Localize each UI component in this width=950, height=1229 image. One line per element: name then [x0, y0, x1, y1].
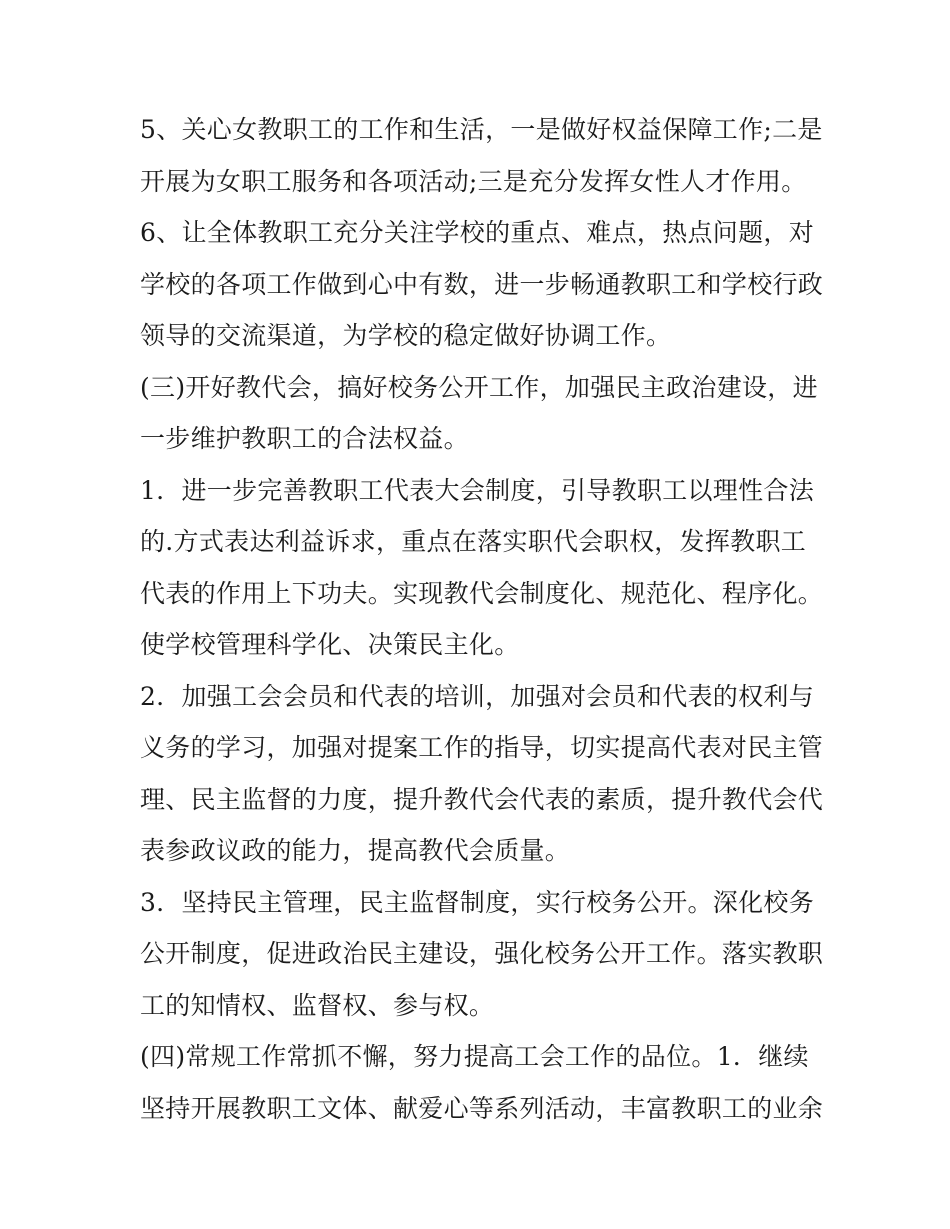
text-line: 代表的作用上下功夫。实现教代会制度化、规范化、程序化。	[140, 578, 824, 608]
text-line: 的.方式表达利益诉求，重点在落实职代会职权，发挥教职工	[140, 527, 807, 556]
text-line: 使学校管理科学化、决策民主化。	[140, 630, 520, 659]
section-heading-line: (三)开好教代会，搞好校务公开工作，加强民主政治建设，进	[140, 372, 818, 402]
text-line: 坚持开展教职工文体、献爱心等系列活动，丰富教职工的业余	[140, 1093, 824, 1123]
document-body	[140, 104, 824, 1134]
text-line: 理、民主监督的力度，提升教代会代表的素质，提升教代会代	[140, 784, 824, 814]
text-line: 领导的交流渠道，为学校的稳定做好协调工作。	[140, 321, 672, 350]
text-line: 表参政议政的能力，提高教代会质量。	[140, 836, 571, 865]
text-line: 5、关心女教职工的工作和生活，一是做好权益保障工作;二是	[140, 115, 823, 144]
text-line: 6、让全体教职工充分关注学校的重点、难点，热点问题，对	[140, 218, 815, 247]
text-line: 3．坚持民主管理，民主监督制度，实行校务公开。深化校务	[140, 887, 815, 917]
text-line: 工的知情权、监督权、参与权。	[140, 990, 495, 1020]
text-line: 1．进一步完善教职工代表大会制度，引导教职工以理性合法	[140, 475, 815, 505]
text-line: 2．加强工会会员和代表的培训，加强对会员和代表的权利与	[140, 681, 815, 711]
text-line: 学校的各项工作做到心中有数，进一步畅通教职工和学校行政	[140, 269, 824, 299]
text-line: 公开制度，促进政治民主建设，强化校务公开工作。落实教职	[140, 939, 824, 968]
section-heading-line: (四)常规工作常抓不懈，努力提高工会工作的品位。1．继续	[140, 1042, 809, 1071]
section-heading-line: 一步维护教职工的合法权益。	[140, 424, 469, 453]
text-line: 义务的学习，加强对提案工作的指导，切实提高代表对民主管	[140, 733, 824, 762]
text-line: 开展为女职工服务和各项活动;三是充分发挥女性人才作用。	[140, 166, 807, 196]
